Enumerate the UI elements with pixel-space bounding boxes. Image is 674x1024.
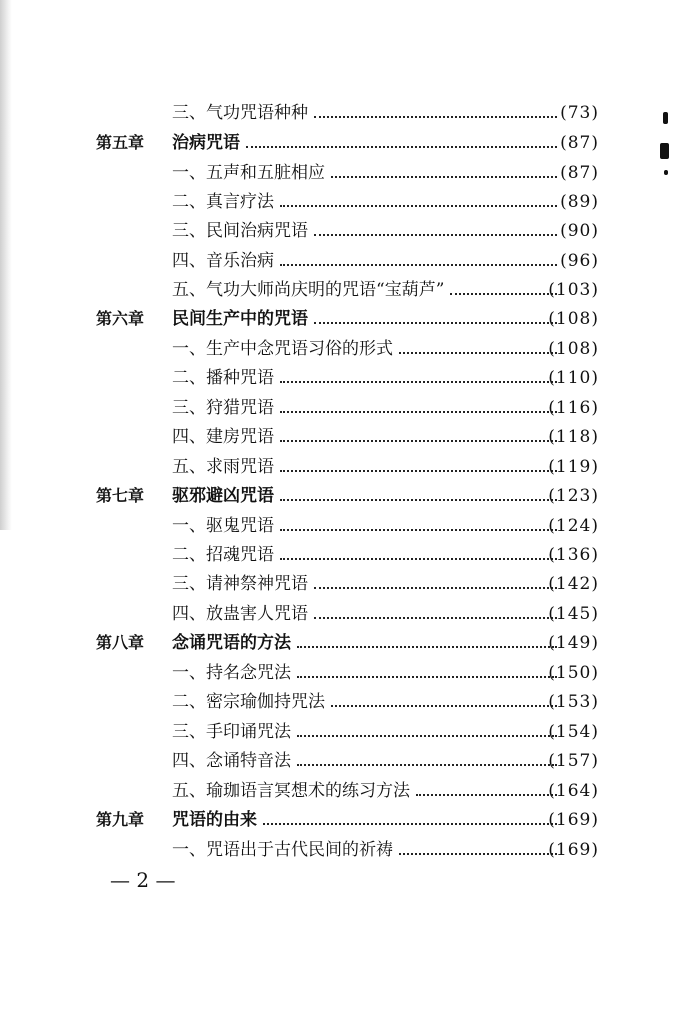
page-number-ref: (118): [548, 427, 599, 447]
page-number-ref: (89): [560, 192, 599, 212]
dot-leader: [280, 481, 557, 511]
toc-section-row[interactable]: [0, 776, 674, 806]
scan-speck: [660, 143, 669, 159]
dot-leader: [246, 128, 557, 158]
dot-leader: [280, 246, 557, 276]
page-number-ref: (103): [548, 280, 599, 300]
toc-section-row[interactable]: [0, 746, 674, 776]
dot-leader: [297, 746, 557, 776]
toc-section-row[interactable]: [0, 835, 674, 865]
toc-section-row[interactable]: [0, 187, 674, 217]
dot-leader: [280, 422, 557, 452]
page-number-ref: (96): [560, 251, 599, 271]
section-title: 一、五声和五脏相应: [172, 163, 325, 183]
toc-section-row[interactable]: [0, 363, 674, 393]
section-title: 三、狩猎咒语: [172, 398, 274, 418]
page-number-ref: (108): [548, 339, 599, 359]
dot-leader: [416, 776, 557, 806]
dot-leader: [450, 275, 557, 305]
chapter-title: 治病咒语: [172, 133, 240, 153]
dot-leader: [280, 511, 557, 541]
toc-section-row[interactable]: [0, 246, 674, 276]
section-title: 三、手印诵咒法: [172, 722, 291, 742]
chapter-title: 驱邪避凶咒语: [172, 486, 274, 506]
section-title: 二、真言疗法: [172, 192, 274, 212]
page-number: — 2 —: [110, 868, 176, 892]
page-number-ref: (73): [560, 103, 599, 123]
toc-section-row[interactable]: [0, 98, 674, 128]
dot-leader: [263, 805, 557, 835]
toc-section-row[interactable]: [0, 540, 674, 570]
section-title: 四、放蛊害人咒语: [172, 604, 308, 624]
section-title: 四、念诵特音法: [172, 751, 291, 771]
dot-leader: [314, 599, 557, 629]
chapter-number: 第六章: [96, 309, 145, 328]
section-title: 四、音乐治病: [172, 251, 274, 271]
dot-leader: [314, 216, 557, 246]
section-title: 五、气功大师尚庆明的咒语“宝葫芦”: [172, 280, 445, 300]
dot-leader: [280, 363, 557, 393]
toc-section-row[interactable]: [0, 393, 674, 423]
toc-chapter-row[interactable]: [0, 304, 674, 334]
scan-speck: [664, 170, 668, 175]
section-title: 一、咒语出于古代民间的祈祷: [172, 840, 393, 860]
toc-chapter-row[interactable]: [0, 481, 674, 511]
dot-leader: [280, 452, 557, 482]
chapter-title: 咒语的由来: [172, 810, 257, 830]
page-number-ref: (90): [560, 221, 599, 241]
chapter-number: 第八章: [96, 633, 145, 652]
chapter-number: 第五章: [96, 133, 145, 152]
toc-section-row[interactable]: [0, 334, 674, 364]
page-number-ref: (123): [548, 486, 599, 506]
toc-section-row[interactable]: [0, 569, 674, 599]
page-number-ref: (108): [548, 309, 599, 329]
dot-leader: [399, 334, 557, 364]
chapter-title: 念诵咒语的方法: [172, 633, 291, 653]
toc-chapter-row[interactable]: [0, 805, 674, 835]
page-number-ref: (110): [548, 368, 599, 388]
toc-section-row[interactable]: [0, 599, 674, 629]
section-title: 一、生产中念咒语习俗的形式: [172, 339, 393, 359]
toc-section-row[interactable]: [0, 158, 674, 188]
toc-section-row[interactable]: [0, 658, 674, 688]
section-title: 一、持名念咒法: [172, 663, 291, 683]
toc-chapter-row[interactable]: [0, 628, 674, 658]
chapter-number: 第七章: [96, 486, 145, 505]
toc-section-row[interactable]: [0, 511, 674, 541]
dot-leader: [331, 158, 557, 188]
toc-section-row[interactable]: [0, 422, 674, 452]
section-title: 五、瑜珈语言冥想术的练习方法: [172, 781, 410, 801]
dot-leader: [297, 717, 557, 747]
page-number-ref: (119): [548, 457, 599, 477]
section-title: 一、驱鬼咒语: [172, 516, 274, 536]
section-title: 三、请神祭神咒语: [172, 574, 308, 594]
page-number-ref: (87): [560, 163, 599, 183]
page-number-ref: (116): [548, 398, 599, 418]
toc-section-row[interactable]: [0, 452, 674, 482]
page-number-ref: (124): [548, 516, 599, 536]
dot-leader: [399, 835, 557, 865]
page-number-ref: (154): [548, 722, 599, 742]
section-title: 五、求雨咒语: [172, 457, 274, 477]
scan-speck: [663, 112, 668, 124]
chapter-number: 第九章: [96, 810, 145, 829]
page-number-ref: (153): [548, 692, 599, 712]
dot-leader: [314, 98, 557, 128]
dot-leader: [280, 187, 557, 217]
dot-leader: [280, 540, 557, 570]
page-number-ref: (149): [548, 633, 599, 653]
dot-leader: [280, 393, 557, 423]
dot-leader: [297, 628, 557, 658]
dot-leader: [331, 687, 557, 717]
dot-leader: [314, 569, 557, 599]
section-title: 二、招魂咒语: [172, 545, 274, 565]
chapter-title: 民间生产中的咒语: [172, 309, 308, 329]
dot-leader: [314, 304, 557, 334]
page-number-ref: (150): [548, 663, 599, 683]
page-number-ref: (136): [548, 545, 599, 565]
toc-section-row[interactable]: [0, 216, 674, 246]
page-number-ref: (169): [548, 810, 599, 830]
section-title: 三、民间治病咒语: [172, 221, 308, 241]
toc-section-row[interactable]: [0, 717, 674, 747]
page-number-ref: (87): [560, 133, 599, 153]
page-number-ref: (142): [548, 574, 599, 594]
page-number-ref: (145): [548, 604, 599, 624]
section-title: 四、建房咒语: [172, 427, 274, 447]
dot-leader: [297, 658, 557, 688]
page-number-ref: (164): [548, 781, 599, 801]
page-number-ref: (169): [548, 840, 599, 860]
toc-chapter-row[interactable]: [0, 128, 674, 158]
page-number-ref: (157): [548, 751, 599, 771]
section-title: 二、播种咒语: [172, 368, 274, 388]
toc-section-row[interactable]: [0, 275, 674, 305]
section-title: 二、密宗瑜伽持咒法: [172, 692, 325, 712]
section-title: 三、气功咒语种种: [172, 103, 308, 123]
toc-section-row[interactable]: [0, 687, 674, 717]
